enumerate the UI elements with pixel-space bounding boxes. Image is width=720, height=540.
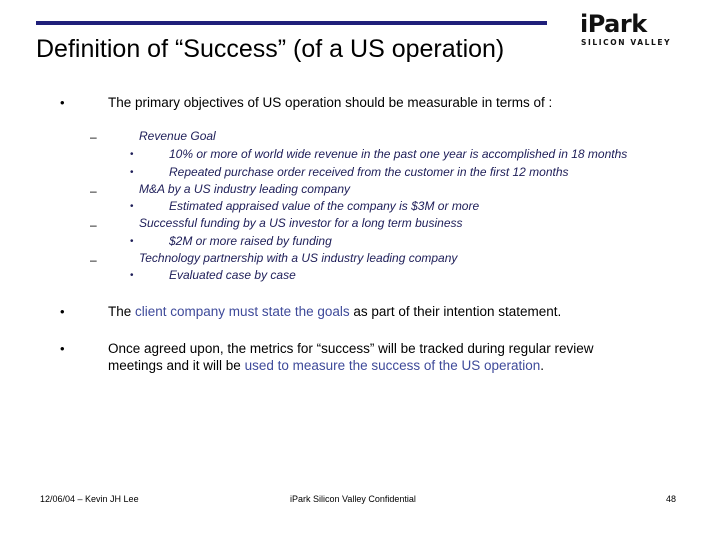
objective-label: Technology partnership with a US industry leading company [139,251,458,265]
footer-confidential: iPark Silicon Valley Confidential [290,494,416,504]
footer-date-author: 12/06/04 – Kevin JH Lee [40,494,139,504]
objective-item: Evaluated case by case [169,268,296,282]
bullet-icon: • [60,95,65,110]
bullet-icon: • [130,167,134,178]
objective-item: Estimated appraised value of the company is $3M or more [169,199,480,213]
intro-text: The primary objectives of US operation should be measurable in terms of : [108,95,553,110]
objective-label: M&A by a US industry leading company [139,182,350,196]
objective-item: $2M or more raised by funding [169,234,332,248]
slide-title: Definition of “Success” (of a US operation) [36,35,505,63]
goals-highlight: client company must state the goals [135,304,350,319]
page-number: 48 [666,494,677,504]
bullet-icon: • [130,236,134,247]
review-highlight: used to measure the success of the US operation [244,358,541,373]
goals-post: as part of their intention statement. [349,304,562,319]
review-pre: meetings and it will be [108,358,245,373]
objective-label: Successful funding by a US investor for a long term business [139,216,463,230]
bullet-icon: • [130,270,134,281]
logo-wordmark: iPark [580,10,647,38]
goals-pre: The [108,304,136,319]
review-line-1: Once agreed upon, the metrics for “success” will be tracked during regular review [108,341,594,356]
dash-icon: – [90,184,97,198]
objective-label: Revenue Goal [139,129,216,143]
goals-statement [108,304,561,319]
bullet-icon: • [60,341,65,356]
ipark-logo [580,12,690,46]
bullet-icon: • [60,304,65,319]
dash-icon: – [90,218,97,232]
dash-icon: – [90,253,97,267]
bullet-icon: • [130,149,134,160]
review-post: . [540,358,545,373]
logo-tagline: SILICON VALLEY [581,38,672,47]
bullet-icon: • [130,201,134,212]
objective-item: Repeated purchase order received from the customer in the first 12 months [169,165,569,179]
review-line-2 [108,358,544,373]
title-underline-bar [36,21,547,25]
dash-icon: – [90,130,97,144]
objective-item: 10% or more of world wide revenue in the past one year is accomplished in 18 months [169,147,628,161]
